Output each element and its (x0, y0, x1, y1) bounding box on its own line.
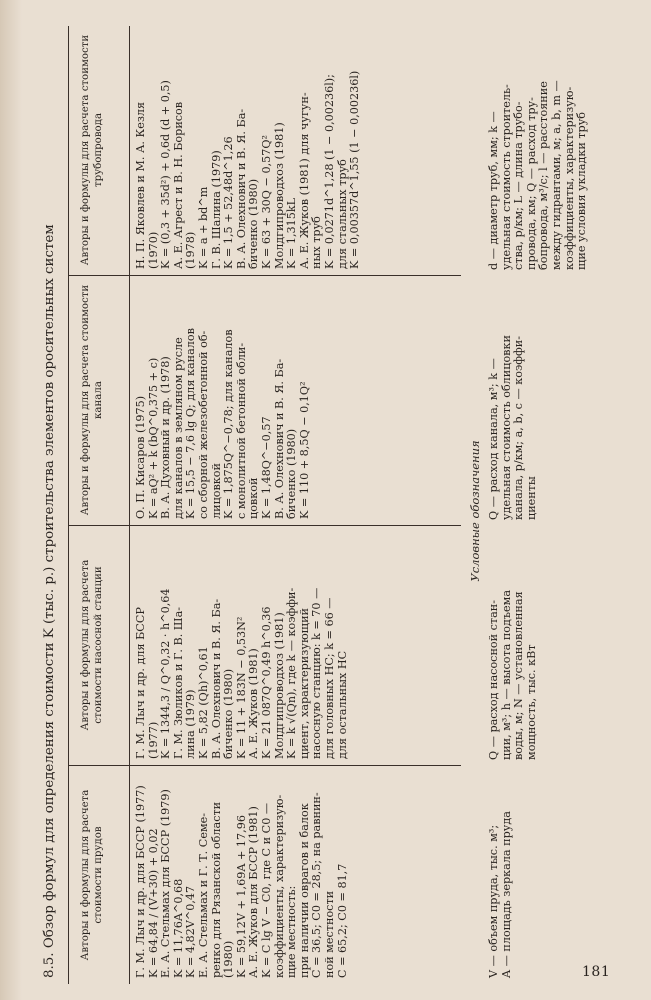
column-header: Авторы и формулы для расчета стоимости канала (80, 284, 104, 516)
rotated-page-content (42, 20, 650, 990)
table-caption: Обзор формул для определения стоимости K (тыс. р.) строительства элементов оросительных систем (42, 224, 57, 949)
formula-table (68, 26, 461, 984)
legend-title: Условные обозначения (468, 440, 482, 582)
column-header: Авторы и формулы для расчета стоимости трубопровода (80, 34, 104, 266)
scan-edge (0, 0, 22, 1000)
column-body: Г. М. Лыч и др. для БССР (1977) K = 64,84 / (V+30) + 0,02 Е. А. Стельмах для БССР (1979) K = 11,76A^0,68 K = 4,82V^0,47 Е. А. Стельмах и Г. Т. Семе- ренко для Рязанской области (1980) K = 59,12V + 1,69A + 17,96 А. Е. Жуков для БССР (1981) K = C lg V − C0, где C и C0 — коэффициенты, характеризую- щие местность: при наличии оврагов и балок C = 36,5; C0 = 28,5; на равнин- ной местности C = 65,2; C0 = 81,7 (134, 785, 349, 978)
column-canal (69, 275, 461, 526)
legend-canal: Q — расход канала, м³; k — удельная стоимость облицовки канала, р/км; a, b, c — коэффи- циенты (487, 335, 538, 520)
column-body: Н. П. Яковлев и М. А. Кезля (1970) K = (0,3 + 35d²) + 0,6d (d + 0,5) А. Е. Агрест и В. Н. Борисов (1978) K = a + bd^m Г. В. Шалина (1979) K = 1,5 + 52,48d^1,26 В. А. Олехнович и В. Я. Ба- биченко (1980) K = 63 + 30Q − 0,57Q² Молдгипроводхоз (1981) K = 1,315kL А. Е. Жуков (1981) для чугун- ных труб K = 0,0271d^1,28 (1 − 0,00236l); для стальных труб K = 0,00357d^1,55 (1 − 0,00236l) (134, 70, 362, 269)
column-body: Г. М. Лыч и др. для БССР (1977) K = 1344,3 / Q^0,32 · h^0,64 Г. М. Зюликов и Г. В. Ша- лина (1979) K = 5,82 (Qh)^0,61 В. А. Олехнович и В. Я. Ба- биченко (1980) K = 11 + 183N − 0,53N² А. Е. Жуков (1981) K = 21 087Q^0,49 h^0,36 Молдгипроводхоз (1981) K = k √(Qn), где k — коэффи- циент, характеризующий насосную станцию: k = 70 — для головных НС; k = 66 — для остальных НС (134, 587, 349, 759)
legend-pump-station: Q — расход насосной стан- ции, м³; h — высота подъема воды, м; N — установленная мощность, тыс. кВт (487, 589, 538, 760)
column-body: О. П. Кисаров (1975) K = aQ² + k (bQ^0,375 + c) В. А. Духовный и др. (1978) для каналов в земляном русле K = 15,5 − 7,6 lg Q; для каналов со сборной железобетонной об- лицовкой K = 1,875Q^−0,78; для каналов с монолитной бетонной обли- цовкой K = 1,48Q^−0,57 В. А. Олехнович и В. Я. Ба- биченко (1980) K = 110 + 8,5Q − 0,1Q² (134, 328, 311, 519)
column-header: Авторы и формулы для расчета стоимости прудов (80, 789, 104, 961)
table-number: 8.5. (42, 952, 57, 978)
legend-ponds: V — объем пруда, тыс. м³; A — площадь зеркала пруда (487, 811, 513, 978)
page-number: 181 (582, 964, 611, 980)
column-pipeline (69, 25, 461, 276)
column-ponds (69, 766, 461, 984)
column-pump-station (69, 525, 461, 766)
legend-pipeline: d — диаметр труб, мм; k — удельная стоимость строитель- ства, р/км; L — длина трубо- провода, км; Q — расход тру- бопровода, м³/с; l — расстояние между гидрантами, м; a, b, m — коэффициенты, характеризую- щие условия укладки труб (487, 80, 589, 270)
column-header: Авторы и формулы для расчета стоимости насосной станции (80, 559, 104, 731)
table-title (42, 28, 57, 978)
